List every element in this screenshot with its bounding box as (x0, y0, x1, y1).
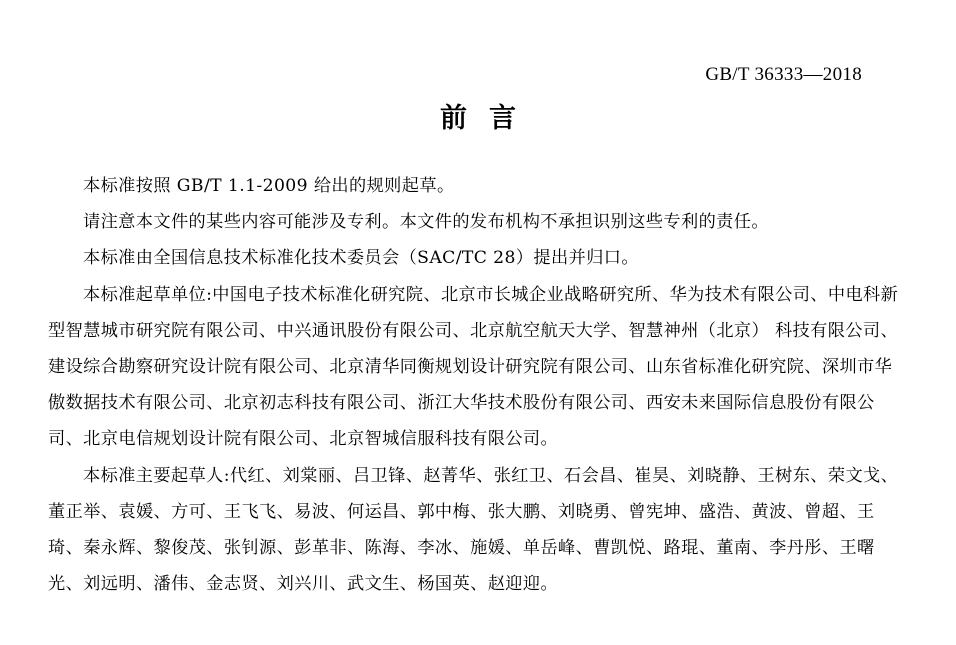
standard-number: GB/T 36333—2018 (705, 64, 862, 85)
proposer-paragraph: 本标准由全国信息技术标准化技术委员会（SAC/TC 28）提出并归口。 (83, 248, 639, 269)
drafting-units-paragraph: 本标准起草单位:中国电子技术标准化研究院、北京市长城企业战略研究所、华为技术有限公司、中电科新型智慧城市研究院有限公司、中兴通讯股份有限公司、北京航空航天大学、智慧神州（北京） 科技有限公司、建设综合勘察研究设计院有限公司、北京清华同衡规划设计研究院有限公司、山东省标准化研究院、深圳市华傲数据技术有限公司、北京初志科技有限公司、浙江大华技术股份有限公司、西安未来国际信息股份有限公司、北京电信规划设计院有限公司、北京智城信服科技有限公司。 (48, 284, 899, 450)
drafters-paragraph: 本标准主要起草人:代红、刘棠丽、吕卫锋、赵菁华、张红卫、石会昌、崔昊、刘晓静、王树东、荣文戈、董正举、袁媛、方可、王飞飞、易波、何运昌、郭中梅、张大鹏、刘晓勇、曾宪坤、盛浩、黄波、曾超、王琦、秦永辉、黎俊茂、张钊源、彭革非、陈海、李冰、施媛、单岳峰、曹凯悦、路琨、董南、李丹彤、王曙光、刘远明、潘伟、金志贤、刘兴川、武文生、杨国英、赵迎迎。 (48, 465, 899, 595)
drafting-rules-paragraph: 本标准按照 GB/T 1.1-2009 给出的规则起草。 (83, 176, 455, 196)
patent-notice-paragraph: 请注意本文件的某些内容可能涉及专利。本文件的发布机构不承担识别这些专利的责任。 (83, 212, 769, 233)
document-body (48, 168, 908, 602)
page-title: 前言 (440, 103, 538, 134)
